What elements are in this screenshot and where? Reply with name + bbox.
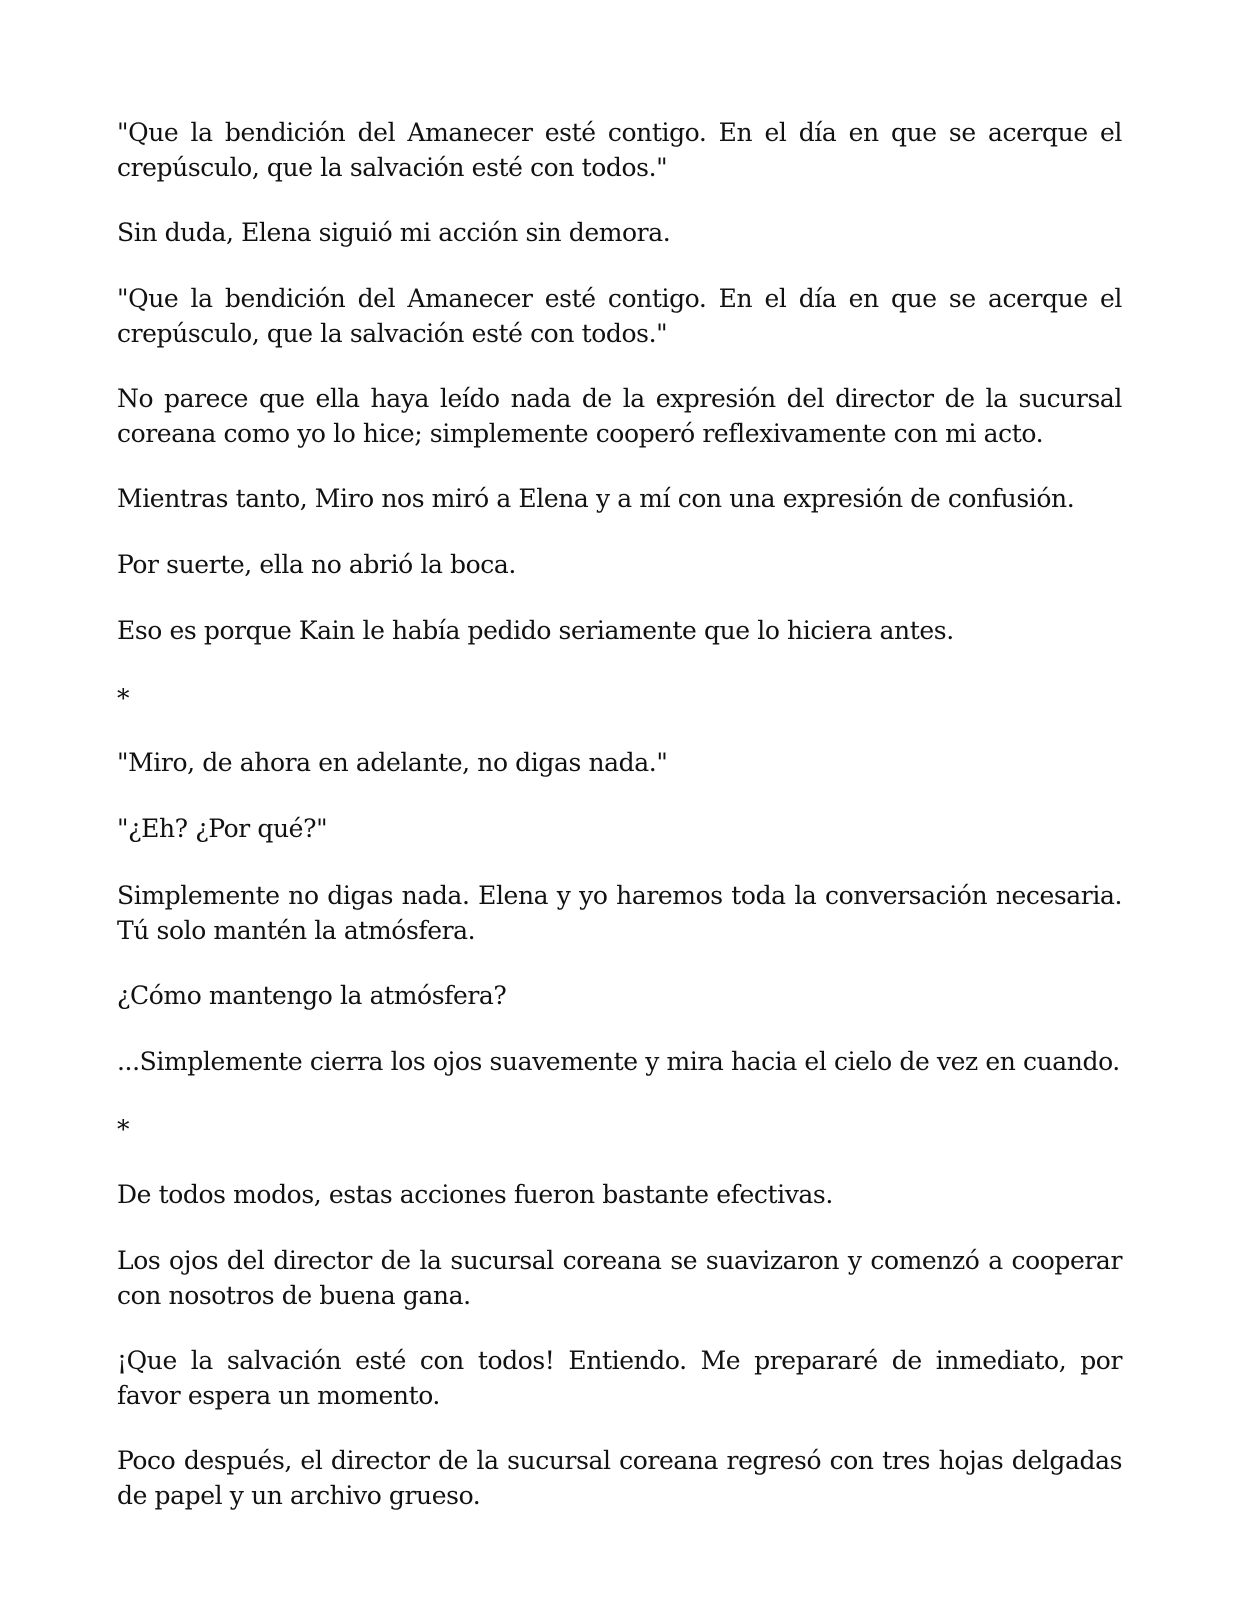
paragraph-director-returns: Poco después, el director de la sucursal coreana regresó con tres hojas delgadas de papel y un archivo grueso. <box>117 1446 1122 1510</box>
paragraph-elena-follows: Sin duda, Elena siguió mi acción sin demora. <box>117 218 671 247</box>
scene-break-asterisk: * <box>117 684 130 713</box>
paragraph-dialogue-why: "¿Eh? ¿Por qué?" <box>117 814 328 843</box>
scene-break-asterisk-2: * <box>117 1115 130 1144</box>
paragraph-actions-effective: De todos modos, estas acciones fueron bastante efectivas. <box>117 1180 833 1209</box>
paragraph-greeting-1: "Que la bendición del Amanecer esté contigo. En el día en que se acerque el crepúsculo, que la salvación esté con todos." <box>117 118 1122 182</box>
paragraph-director-cooperates: Los ojos del director de la sucursal coreana se suavizaron y comenzó a cooperar con nosotros de buena gana. <box>117 1246 1122 1310</box>
paragraph-greeting-2: "Que la bendición del Amanecer esté contigo. En el día en que se acerque el crepúsculo, que la salvación esté con todos." <box>117 284 1122 348</box>
paragraph-kain-request: Eso es porque Kain le había pedido seriamente que lo hiciera antes. <box>117 616 954 645</box>
paragraph-did-not-speak: Por suerte, ella no abrió la boca. <box>117 550 516 579</box>
paragraph-how-atmosphere: ¿Cómo mantengo la atmósfera? <box>117 981 507 1010</box>
paragraph-salvation-wait: ¡Que la salvación esté con todos! Entiendo. Me prepararé de inmediato, por favor espera un momento. <box>117 1346 1122 1410</box>
paragraph-dialogue-say-nothing: "Miro, de ahora en adelante, no digas nada." <box>117 748 668 777</box>
paragraph-miro-confusion: Mientras tanto, Miro nos miró a Elena y a mí con una expresión de confusión. <box>117 484 1075 513</box>
paragraph-close-eyes: ...Simplemente cierra los ojos suavemente y mira hacia el cielo de vez en cuando. <box>117 1047 1120 1076</box>
paragraph-director-expression: No parece que ella haya leído nada de la expresión del director de la sucursal coreana como yo lo hice; simplemente cooperó reflexivamente con mi acto. <box>117 384 1122 448</box>
paragraph-keep-atmosphere: Simplemente no digas nada. Elena y yo haremos toda la conversación necesaria. Tú solo mantén la atmósfera. <box>117 881 1122 945</box>
